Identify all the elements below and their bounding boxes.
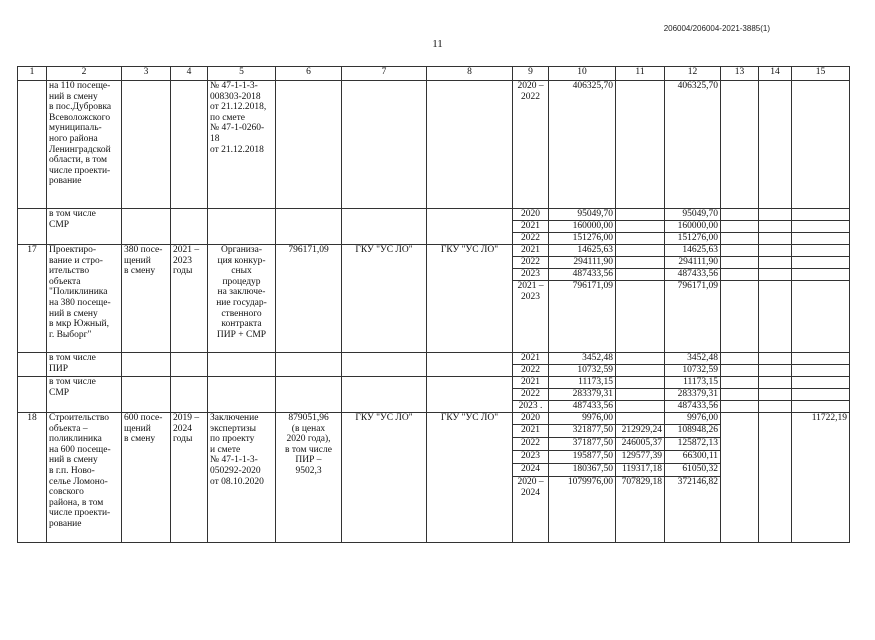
cost-cell: 879051,96 (в ценах 2020 года), в том числе ПИР – 9502,3 xyxy=(276,413,342,543)
col-header: 10 xyxy=(549,67,616,81)
amount-cell: 160000,00 xyxy=(665,221,721,233)
object-name: на 110 посеще- ний в смену в пос.Дубровка Всеволожского муниципаль- ного района Ленинградской области, в том числе проекти- рование xyxy=(47,81,122,209)
col-header: 1 xyxy=(18,67,47,81)
contractor-cell: ГКУ "УС ЛО" xyxy=(427,413,513,543)
object-name: Строительство объекта – поликлиника на 600 посеще- ний в смену в г.п. Ново- селье Ломоно- совского района, в том числе проекти- рование xyxy=(47,413,122,543)
table-row xyxy=(18,353,850,365)
year-cell: 2020 – 2024 xyxy=(513,477,549,543)
amount-cell: 796171,09 xyxy=(549,281,616,353)
amount-cell: 294111,90 xyxy=(665,257,721,269)
amount-cell: 151276,00 xyxy=(665,233,721,245)
amount-cell: 14625,63 xyxy=(665,245,721,257)
amount-cell: 283379,31 xyxy=(665,389,721,401)
amount-cell: 95049,70 xyxy=(549,209,616,221)
year-cell: 2023 . xyxy=(513,401,549,413)
amount-cell: 125872,13 xyxy=(665,438,721,451)
amount-cell: 9976,00 xyxy=(665,413,721,425)
amount-cell: 10732,59 xyxy=(665,365,721,377)
cost-cell: 796171,09 xyxy=(276,245,342,353)
amount-cell: 707829,18 xyxy=(616,477,665,543)
row-number: 18 xyxy=(18,413,47,543)
amount-cell: 283379,31 xyxy=(549,389,616,401)
year-cell: 2021 xyxy=(513,245,549,257)
amount-cell: 119317,18 xyxy=(616,464,665,477)
year-cell: 2022 xyxy=(513,365,549,377)
subtotal-label: в том числе ПИР xyxy=(47,353,122,377)
year-cell: 2021 xyxy=(513,377,549,389)
amount-cell: 66300,11 xyxy=(665,451,721,464)
amount-cell: 321877,50 xyxy=(549,425,616,438)
amount-cell: 487433,56 xyxy=(665,401,721,413)
amount-cell: 151276,00 xyxy=(549,233,616,245)
amount-cell: 3452,48 xyxy=(549,353,616,365)
amount-cell: 11173,15 xyxy=(549,377,616,389)
subtotal-label: в том числе СМР xyxy=(47,377,122,413)
subtotal-label: в том числе СМР xyxy=(47,209,122,245)
object-name: Проектиро- вание и стро- ительство объекта "Поликлиника на 380 посеще- ний в смену в мкр Южный, г. Выборг" xyxy=(47,245,122,353)
year-cell: 2020 xyxy=(513,209,549,221)
table-row xyxy=(18,413,850,425)
amount-cell: 129577,39 xyxy=(616,451,665,464)
page-number: 11 xyxy=(432,38,443,50)
col-header: 11 xyxy=(616,67,665,81)
amount-cell: 108948,26 xyxy=(665,425,721,438)
year-cell: 2022 xyxy=(513,389,549,401)
amount-cell: 371877,50 xyxy=(549,438,616,451)
customer-cell: ГКУ "УС ЛО" xyxy=(342,413,427,543)
amount-cell: 406325,70 xyxy=(549,81,616,209)
amount-cell: 406325,70 xyxy=(665,81,721,209)
col-header: 5 xyxy=(208,67,276,81)
year-cell: 2021 xyxy=(513,425,549,438)
table-row xyxy=(18,245,850,257)
year-cell: 2024 xyxy=(513,464,549,477)
amount-cell: 9976,00 xyxy=(549,413,616,425)
col-header: 9 xyxy=(513,67,549,81)
basis-cell: Организа- ция конкур- сных процедур на заключе- ние государ- ственного контракта ПИР + СМР xyxy=(208,245,276,353)
document-id: 206004/206004-2021-3885(1) xyxy=(663,24,770,33)
year-cell: 2020 – 2022 xyxy=(513,81,549,209)
period-cell: 2021 – 2023 годы xyxy=(171,245,208,353)
table-row xyxy=(18,209,850,221)
amount-cell: 487433,56 xyxy=(665,269,721,281)
period-cell: 2019 – 2024 годы xyxy=(171,413,208,543)
amount-cell: 61050,32 xyxy=(665,464,721,477)
amount-cell: 160000,00 xyxy=(549,221,616,233)
col-header: 4 xyxy=(171,67,208,81)
amount-cell: 212929,24 xyxy=(616,425,665,438)
basis-cell: Заключение экспертизы по проекту и смете № 47-1-1-3- 050292-2020 от 08.10.2020 xyxy=(208,413,276,543)
row-number: 17 xyxy=(18,245,47,353)
amount-cell: 180367,50 xyxy=(549,464,616,477)
col-header: 3 xyxy=(122,67,171,81)
amount-cell: 195877,50 xyxy=(549,451,616,464)
year-cell: 2022 xyxy=(513,257,549,269)
capacity-cell: 380 посе- щений в смену xyxy=(122,245,171,353)
amount-cell xyxy=(616,413,665,425)
year-cell: 2021 – 2023 xyxy=(513,281,549,353)
amount-cell: 10732,59 xyxy=(549,365,616,377)
basis-cell: № 47-1-1-3- 008303-2018 от 21.12.2018, по смете № 47-1-0260- 18 от 21.12.2018 xyxy=(208,81,276,209)
amount-cell: 294111,90 xyxy=(549,257,616,269)
table-row xyxy=(18,81,850,209)
table-row xyxy=(18,377,850,389)
col-header: 8 xyxy=(427,67,513,81)
col-header: 14 xyxy=(759,67,792,81)
amount-cell: 11173,15 xyxy=(665,377,721,389)
year-cell: 2022 xyxy=(513,438,549,451)
col-header: 13 xyxy=(721,67,759,81)
col-header: 12 xyxy=(665,67,721,81)
year-cell: 2023 xyxy=(513,451,549,464)
col-header: 6 xyxy=(276,67,342,81)
amount-cell: 487433,56 xyxy=(549,401,616,413)
contractor-cell: ГКУ "УС ЛО" xyxy=(427,245,513,353)
amount-cell: 11722,19 xyxy=(792,413,850,543)
customer-cell: ГКУ "УС ЛО" xyxy=(342,245,427,353)
header-row xyxy=(18,67,850,81)
col-header: 2 xyxy=(47,67,122,81)
amount-cell: 246005,37 xyxy=(616,438,665,451)
col-header: 15 xyxy=(792,67,850,81)
amount-cell: 796171,09 xyxy=(665,281,721,353)
year-cell: 2021 xyxy=(513,353,549,365)
year-cell: 2021 xyxy=(513,221,549,233)
capacity-cell: 600 посе- щений в смену xyxy=(122,413,171,543)
amount-cell: 95049,70 xyxy=(665,209,721,221)
year-cell: 2022 xyxy=(513,233,549,245)
amount-cell: 1079976,00 xyxy=(549,477,616,543)
amount-cell: 372146,82 xyxy=(665,477,721,543)
amount-cell: 487433,56 xyxy=(549,269,616,281)
amount-cell: 14625,63 xyxy=(549,245,616,257)
year-cell: 2020 xyxy=(513,413,549,425)
amount-cell: 3452,48 xyxy=(665,353,721,365)
year-cell: 2023 xyxy=(513,269,549,281)
data-table xyxy=(17,66,850,543)
col-header: 7 xyxy=(342,67,427,81)
